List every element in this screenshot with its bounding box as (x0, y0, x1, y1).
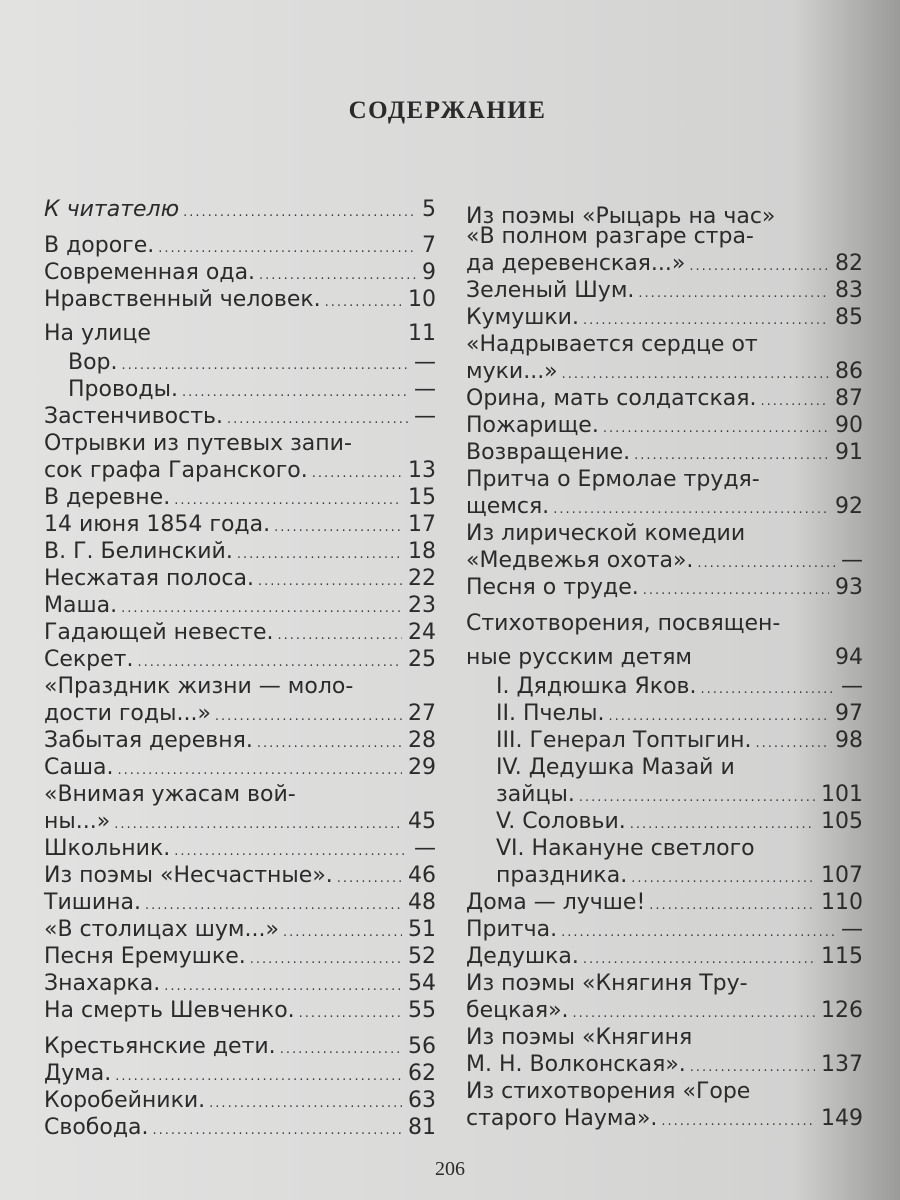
toc-entry-page: 126 (821, 998, 863, 1023)
toc-entry-page: 82 (835, 251, 863, 276)
toc-entry (44, 232, 436, 259)
toc-entry (466, 970, 863, 1024)
dot-leader (779, 196, 857, 223)
toc-entry-page: 5 (422, 197, 436, 222)
dot-leader (215, 703, 402, 730)
dot-leader (312, 460, 402, 487)
dot-leader (158, 235, 416, 262)
toc-entry-page: 9 (422, 260, 436, 285)
toc-entry (466, 700, 863, 727)
dot-leader (209, 1090, 402, 1117)
dot-leader (114, 811, 402, 838)
toc-entry-title-line: бецкая». (466, 998, 569, 1023)
toc-entry-title-line: муки...» (466, 359, 558, 384)
dot-leader (237, 541, 402, 568)
toc-entry (466, 223, 863, 277)
toc-entry (466, 520, 863, 574)
dot-leader (583, 307, 829, 334)
toc-entry-title-line: Из поэмы «Рыцарь на час» (466, 204, 776, 229)
toc-entry (466, 835, 863, 889)
toc-entry-title-line: Забытая деревня. (44, 728, 253, 753)
dot-leader (182, 379, 408, 406)
toc-entry-page: 105 (821, 809, 863, 834)
toc-entry-page: 46 (408, 863, 436, 888)
toc-entry (44, 484, 436, 511)
dot-leader (164, 973, 402, 1000)
toc-entry-title-line: Застенчивость. (44, 404, 224, 429)
toc-entry (466, 943, 863, 970)
toc-entry-title-line: Вор. (68, 350, 118, 375)
toc-entry-title-line: Маша. (44, 593, 118, 618)
toc-entry (44, 943, 436, 970)
toc-entry (44, 970, 436, 997)
toc-entry (466, 889, 863, 916)
toc-entry (44, 313, 436, 346)
toc-entry-title-line: Секрет. (44, 647, 134, 672)
toc-entry-page: — (841, 548, 863, 573)
dot-leader (690, 1054, 815, 1081)
toc-entry-title-line: Зеленый Шум. (466, 278, 635, 303)
dot-leader (278, 622, 402, 649)
toc-entry-title-line: сок графа Гаранского. (44, 458, 308, 483)
toc-entry-title-line: В. Г. Белинский. (44, 539, 233, 564)
toc-entry-page: 48 (408, 890, 436, 915)
dot-leader (573, 1000, 815, 1027)
toc-entry (466, 331, 863, 385)
dot-leader (155, 313, 402, 340)
toc-entry-title-line: Тишина. (44, 890, 142, 915)
dot-leader (661, 1108, 815, 1135)
dot-leader (257, 730, 402, 757)
toc-entry-title-line: ны...» (44, 809, 111, 834)
toc-entry-title-line: Коробейники. (44, 1088, 206, 1113)
toc-entry-title-line: щемся. (466, 494, 550, 519)
toc-entry-page: — (414, 377, 436, 402)
toc-entry (44, 916, 436, 943)
dot-leader (697, 550, 835, 577)
toc-entry-title-line: «Праздник жизни — моло- (44, 674, 354, 699)
toc-entry-title-line: II. Пчелы. (496, 701, 605, 726)
toc-entry (466, 196, 863, 229)
toc-entry-page: 81 (408, 1115, 436, 1140)
dot-leader (638, 280, 829, 307)
toc-entry-title-line: Гадающей невесте. (44, 620, 274, 645)
dot-leader (603, 415, 829, 442)
toc-entry-page: — (414, 404, 436, 429)
toc-entry-title-line: III. Генерал Топтыгин. (496, 728, 752, 753)
toc-entry-page: 107 (821, 863, 863, 888)
toc-entry-title-line: Возвращение. (466, 440, 631, 465)
toc-entry-title-line: На смерть Шевченко. (44, 998, 295, 1023)
toc-entry-title-line: К читателю (44, 197, 180, 222)
toc-entry-page: 149 (821, 1106, 863, 1131)
toc-entry-page: 7 (422, 233, 436, 258)
toc-entry (44, 511, 436, 538)
toc-entry-title-line: Проводы. (68, 377, 178, 402)
toc-entry-title-line: Из стихотворения «Горе (466, 1079, 751, 1104)
toc-entry-title-line: Школьник. (44, 836, 171, 861)
dot-leader (121, 595, 402, 622)
dot-leader (649, 892, 815, 919)
dot-leader (299, 1000, 402, 1027)
toc-entry (44, 781, 436, 835)
toc-entry (466, 610, 863, 670)
toc-entry-title-line: IV. Дедушка Мазай и (496, 755, 735, 780)
toc-entry-page: 25 (408, 647, 436, 672)
toc-entry-title-line: Дома — лучше! (466, 890, 646, 915)
toc-entry-page: — (414, 350, 436, 375)
dot-leader (138, 649, 403, 676)
toc-entry-page: 17 (408, 512, 436, 537)
toc-entry-title-line: На улице (44, 321, 151, 346)
toc-entry (466, 277, 863, 304)
toc-entry (44, 754, 436, 781)
toc-entry (44, 259, 436, 286)
toc-entry-title-line: Современная ода. (44, 260, 256, 285)
toc-entry-title-line: Дума. (44, 1061, 112, 1086)
toc-entry-title-line: «Медвежья охота». (466, 548, 694, 573)
dot-leader (631, 865, 815, 892)
toc-entry-page: — (841, 917, 863, 942)
toc-entry (466, 673, 863, 700)
toc-entry-title-line: «В столицах шум...» (44, 917, 279, 942)
toc-entry-page: 85 (835, 305, 863, 330)
dot-leader (553, 496, 829, 523)
toc-entry (44, 889, 436, 916)
toc-entry-page: 87 (835, 386, 863, 411)
toc-entry (44, 286, 436, 313)
toc-entry-title-line: Притча. (466, 917, 558, 942)
toc-entry-title-line: Знахарка. (44, 971, 161, 996)
toc-entry (44, 1114, 436, 1141)
toc-entry-page: 13 (408, 458, 436, 483)
toc-entry (466, 808, 863, 835)
dot-leader (115, 1063, 402, 1090)
toc-entry-page: 15 (408, 485, 436, 510)
dot-leader (174, 838, 408, 865)
dot-leader (583, 946, 815, 973)
toc-entry-page: 18 (408, 539, 436, 564)
toc-entry-page: 63 (408, 1088, 436, 1113)
toc-entry-page: 22 (408, 566, 436, 591)
toc-entry (44, 619, 436, 646)
toc-entry-page: 110 (821, 890, 863, 915)
toc-entry-page: 23 (408, 593, 436, 618)
toc-entry-page: 91 (835, 440, 863, 465)
dot-leader (274, 514, 402, 541)
toc-entry (466, 754, 863, 808)
toc-entry-title-line: «Внимая ужасам вой- (44, 782, 296, 807)
toc-entry (44, 430, 436, 484)
toc-entry-page: 24 (408, 620, 436, 645)
dot-leader (250, 946, 402, 973)
toc-entry (44, 1033, 436, 1060)
page-title: СОДЕРЖАНИЕ (348, 97, 547, 124)
toc-entry-page: — (414, 836, 436, 861)
toc-entry-title-line: Несжатая полоса. (44, 566, 254, 591)
toc-entry-title-line: Отрывки из путевых запи- (44, 431, 352, 456)
dot-leader (579, 784, 815, 811)
toc-entry (44, 835, 436, 862)
toc-entry (44, 592, 436, 619)
dot-leader (325, 289, 402, 316)
toc-entry-title-line: V. Соловьи. (496, 809, 626, 834)
toc-entry-page: 11 (408, 321, 436, 346)
toc-entry (466, 439, 863, 466)
toc-entry (44, 403, 436, 430)
toc-entry-title-line: Пожарище. (466, 413, 599, 438)
toc-entry (44, 1060, 436, 1087)
toc-entry-title-line: Саша. (44, 755, 114, 780)
toc-entry-title-line: Кумушки. (466, 305, 579, 330)
dot-leader (117, 757, 402, 784)
toc-entry-title-line: В деревне. (44, 485, 171, 510)
toc-entry-page: 51 (408, 917, 436, 942)
toc-entry-page: 86 (835, 359, 863, 384)
dot-leader (183, 199, 416, 226)
toc-entry-page: 137 (821, 1052, 863, 1077)
dot-leader (145, 892, 402, 919)
toc-entry (44, 349, 436, 376)
toc-entry-title-line: М. Н. Волконская». (466, 1052, 686, 1077)
toc-entry-title-line: старого Наума». (466, 1106, 658, 1131)
toc-entry-title-line: зайцы. (496, 782, 575, 807)
toc-entry (44, 862, 436, 889)
toc-entry (466, 412, 863, 439)
toc-entry-page: 97 (835, 701, 863, 726)
toc-entry-title-line: праздника. (496, 863, 628, 888)
toc-entry-title-line: VI. Накануне светлого (496, 836, 755, 861)
dot-leader (283, 919, 402, 946)
toc-entry (44, 646, 436, 673)
toc-entry-title-line: I. Дядюшка Яков. (496, 674, 697, 699)
dot-leader (227, 406, 408, 433)
toc-entry-page: 55 (408, 998, 436, 1023)
toc-entry-title-line: Свобода. (44, 1115, 149, 1140)
dot-leader (689, 253, 829, 280)
dot-leader (153, 1117, 403, 1144)
toc-entry-title-line: Притча о Ермолае трудя- (466, 467, 760, 492)
dot-leader (259, 262, 416, 289)
toc-entry-page: 29 (408, 755, 436, 780)
toc-entry-title-line: Орина, мать солдатская. (466, 386, 757, 411)
toc-entry (466, 1024, 863, 1078)
dot-leader (756, 730, 829, 757)
dot-leader (608, 703, 829, 730)
toc-entry-page: 93 (835, 575, 863, 600)
toc-entry-title-line: Из поэмы «Несчастные». (44, 863, 333, 888)
toc-entry-page: 54 (408, 971, 436, 996)
toc-entry (44, 997, 436, 1024)
toc-entry (44, 727, 436, 754)
toc-entry-title-line: Из поэмы «Княгиня (466, 1025, 693, 1050)
toc-entry-page: 62 (408, 1061, 436, 1086)
page-number: 206 (435, 1158, 465, 1180)
toc-entry (466, 385, 863, 412)
toc-entry-title-line: Песня о труде. (466, 575, 639, 600)
dot-leader (561, 919, 835, 946)
toc-entry-page: 94 (835, 645, 863, 670)
toc-entry-title-line: «В полном разгаре стра- (466, 224, 754, 249)
toc-entry-page: 27 (408, 701, 436, 726)
toc-entry (466, 304, 863, 331)
toc-entry-page: 45 (408, 809, 436, 834)
dot-leader (174, 487, 402, 514)
toc-entry-title-line: Стихотворения, посвящен- (466, 611, 781, 636)
toc-entry-page: 28 (408, 728, 436, 753)
dot-leader (696, 637, 829, 664)
toc-entry-page: 101 (821, 782, 863, 807)
toc-entry-page: 92 (835, 494, 863, 519)
toc-entry (44, 376, 436, 403)
toc-entry-title-line: Из лирической комедии (466, 521, 746, 546)
toc-entry-title-line: Крестьянские дети. (44, 1034, 276, 1059)
dot-leader (280, 1036, 402, 1063)
toc-entry-page: 56 (408, 1034, 436, 1059)
toc-entry-title-line: В дороге. (44, 233, 155, 258)
toc-left-column (44, 196, 436, 1141)
dot-leader (701, 676, 835, 703)
toc-entry-page: 52 (408, 944, 436, 969)
dot-leader (643, 577, 829, 604)
toc-entry-page: 98 (835, 728, 863, 753)
toc-entry-page: — (841, 674, 863, 699)
toc-entry (466, 916, 863, 943)
toc-entry-page: 90 (835, 413, 863, 438)
toc-entry-title-line: 14 июня 1854 года. (44, 512, 271, 537)
toc-entry-title-line: да деревенская...» (466, 251, 686, 276)
toc-entry (44, 196, 436, 223)
dot-leader (258, 568, 402, 595)
toc-entry-page: 10 (408, 287, 436, 312)
toc-entry-page: 115 (821, 944, 863, 969)
toc-entry-title-line: «Надрывается сердце от (466, 332, 758, 357)
toc-entry-title-line: Из поэмы «Княгиня Тру- (466, 971, 748, 996)
toc-entry-title-line: ные русским детям (466, 645, 693, 670)
toc-entry-title-line: Песня Еремушке. (44, 944, 246, 969)
toc-entry-title-line: Нравственный человек. (44, 287, 321, 312)
dot-leader (337, 865, 402, 892)
dot-leader (761, 388, 829, 415)
toc-entry (466, 727, 863, 754)
toc-entry-page: 83 (835, 278, 863, 303)
dot-leader (630, 811, 815, 838)
dot-leader (122, 352, 408, 379)
toc-entry (44, 1087, 436, 1114)
toc-entry (44, 538, 436, 565)
toc-entry (466, 574, 863, 601)
toc-entry-title-line: Дедушка. (466, 944, 579, 969)
dot-leader (634, 442, 829, 469)
toc-entry (44, 673, 436, 727)
toc-entry (466, 1078, 863, 1132)
toc-entry (44, 565, 436, 592)
toc-right-column (466, 196, 863, 1132)
toc-entry-title-line: дости годы...» (44, 701, 211, 726)
toc-entry (466, 466, 863, 520)
dot-leader (562, 361, 829, 388)
